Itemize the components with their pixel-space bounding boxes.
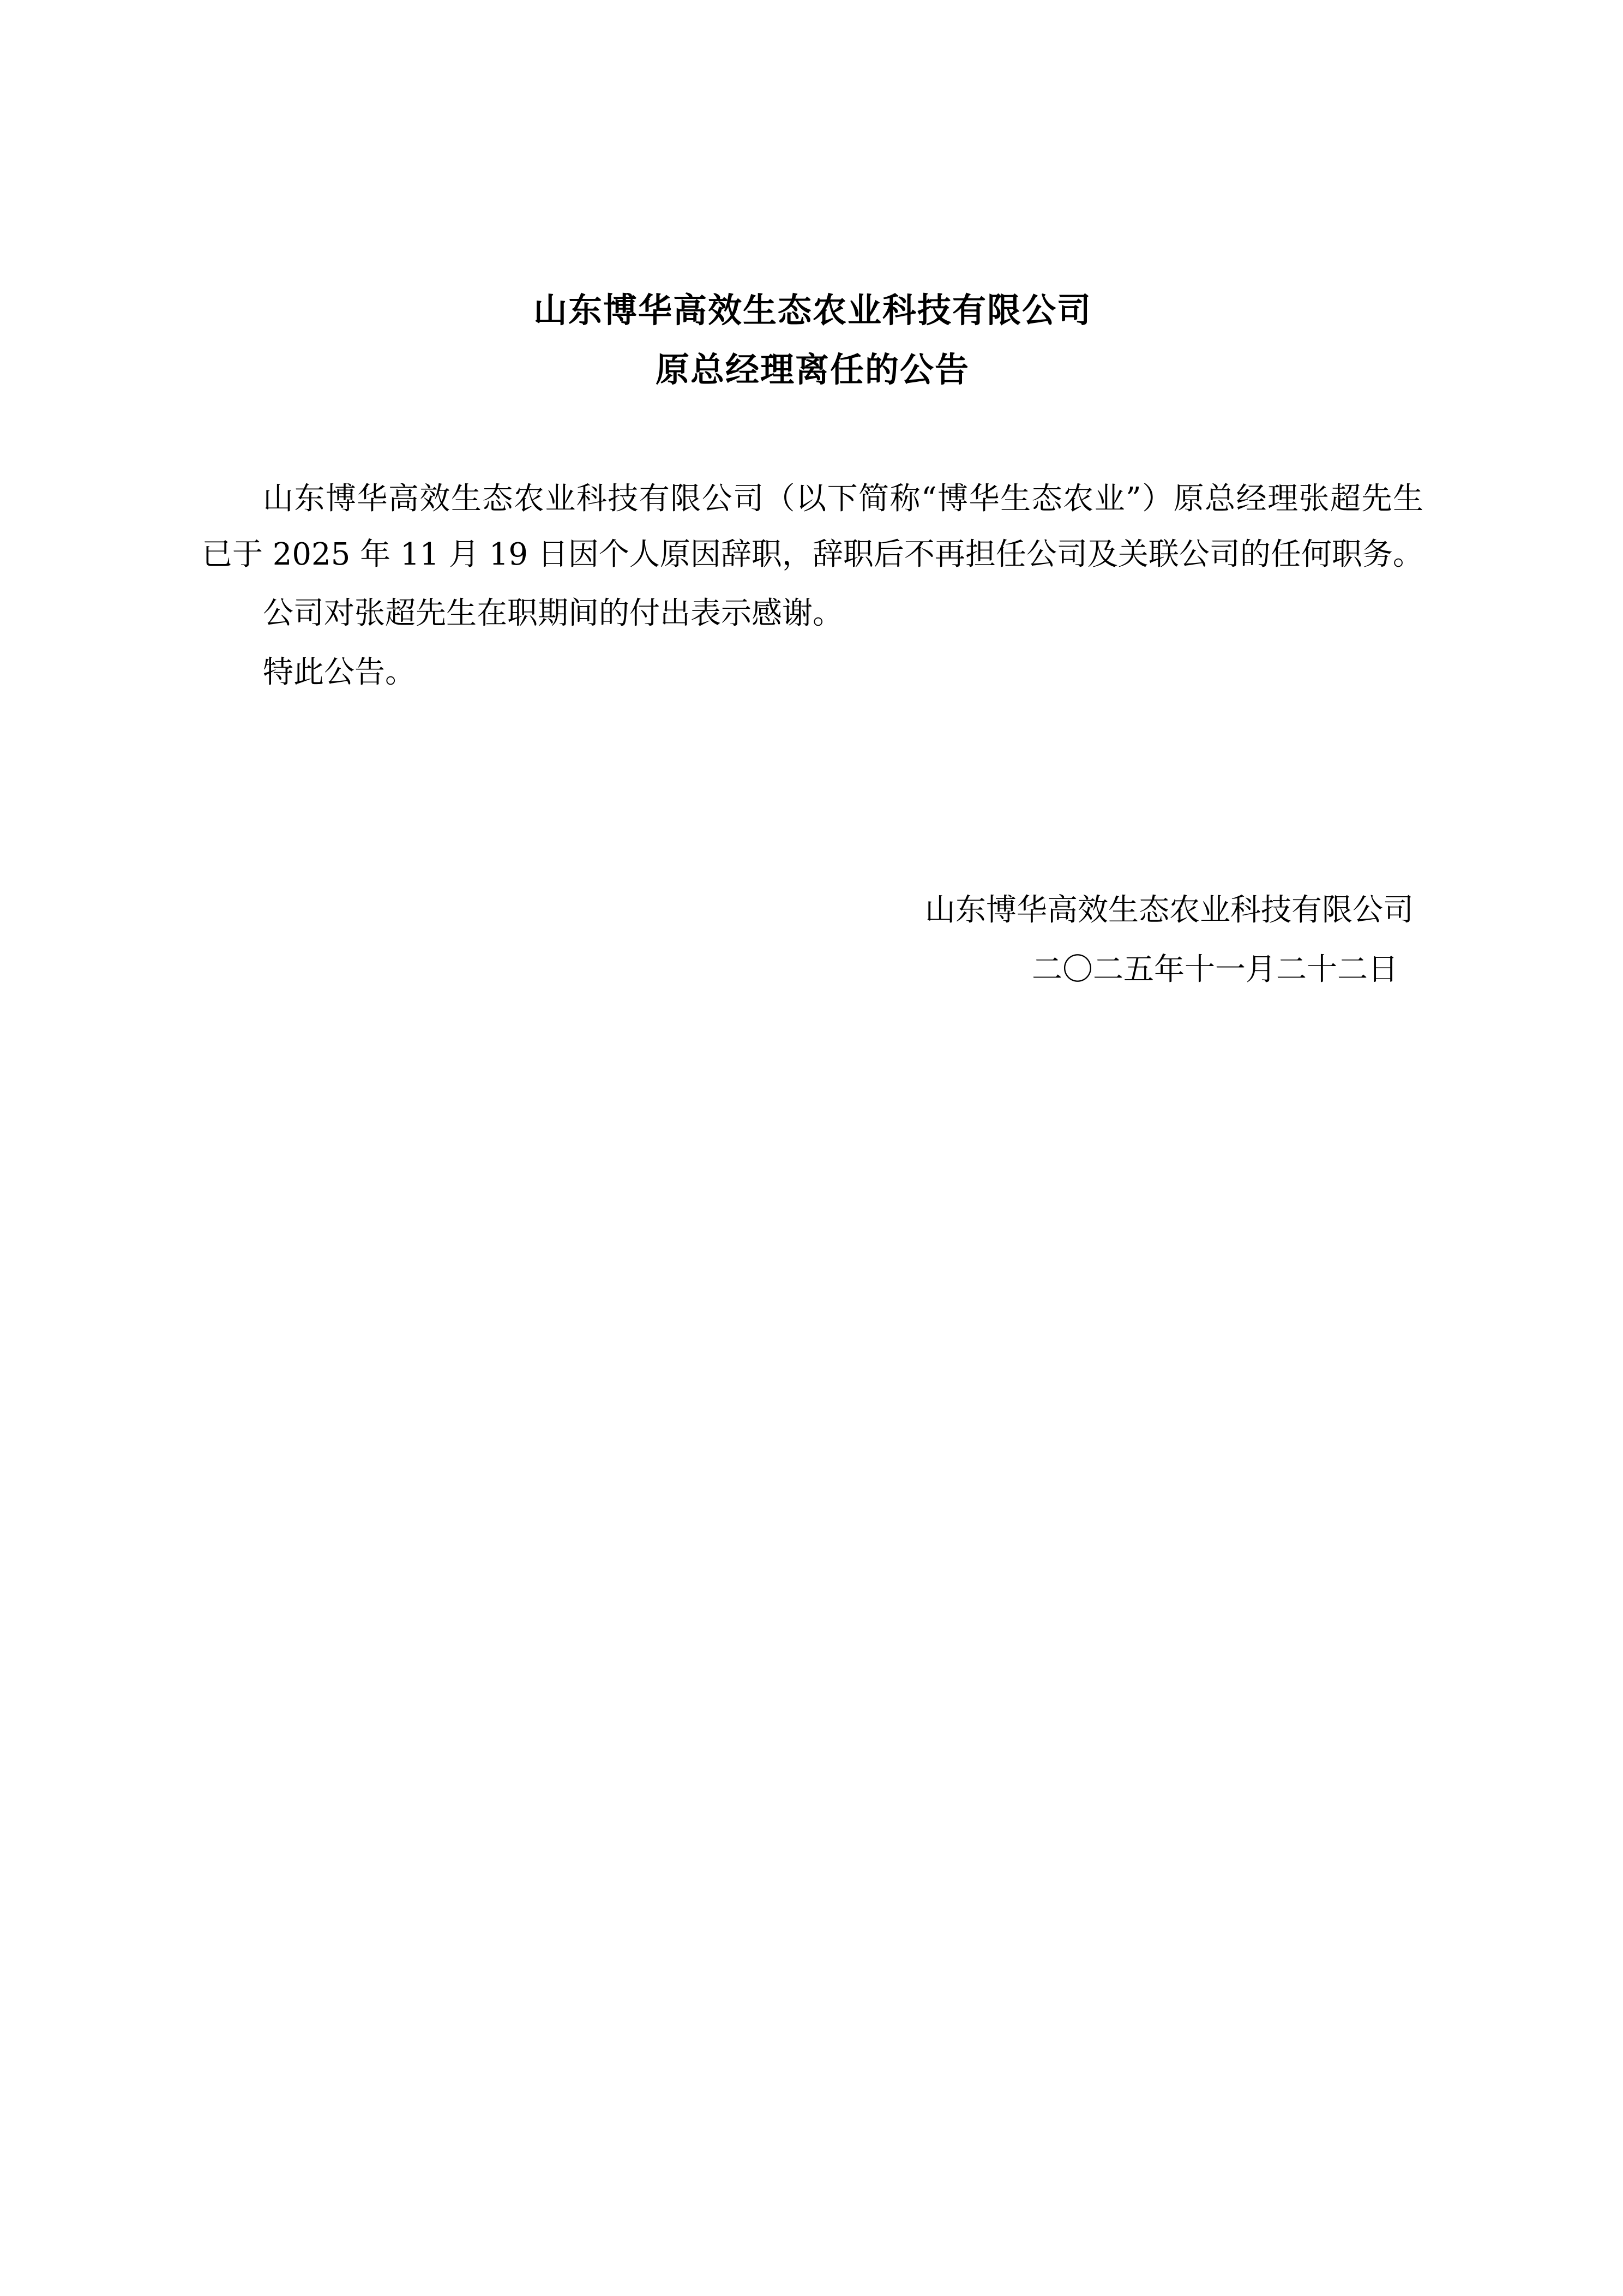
document-content (202, 0, 1423, 999)
body-paragraph-3: 特此公告。 (263, 654, 416, 690)
document-title (202, 281, 1423, 399)
title-line-company: 山东博华高效生态农业科技有限公司 (533, 290, 1092, 330)
signature-company: 山东博华高效生态农业科技有限公司 (925, 892, 1414, 928)
document-signature (202, 880, 1423, 999)
document-body (202, 471, 1423, 700)
title-line-subject: 原总经理离任的公告 (655, 349, 970, 389)
body-paragraph-1: 山东博华高效生态农业科技有限公司（以下简称“博华生态农业”）原总经理张超先生已于 2025 年 11 月 19 日因个人原因辞职，辞职后不再担任公司及关联公司的任何职务。 (202, 481, 1423, 572)
signature-date: 二〇二五年十一月二十二日 (1032, 951, 1398, 987)
body-paragraph-2: 公司对张超先生在职期间的付出表示感谢。 (263, 595, 843, 631)
